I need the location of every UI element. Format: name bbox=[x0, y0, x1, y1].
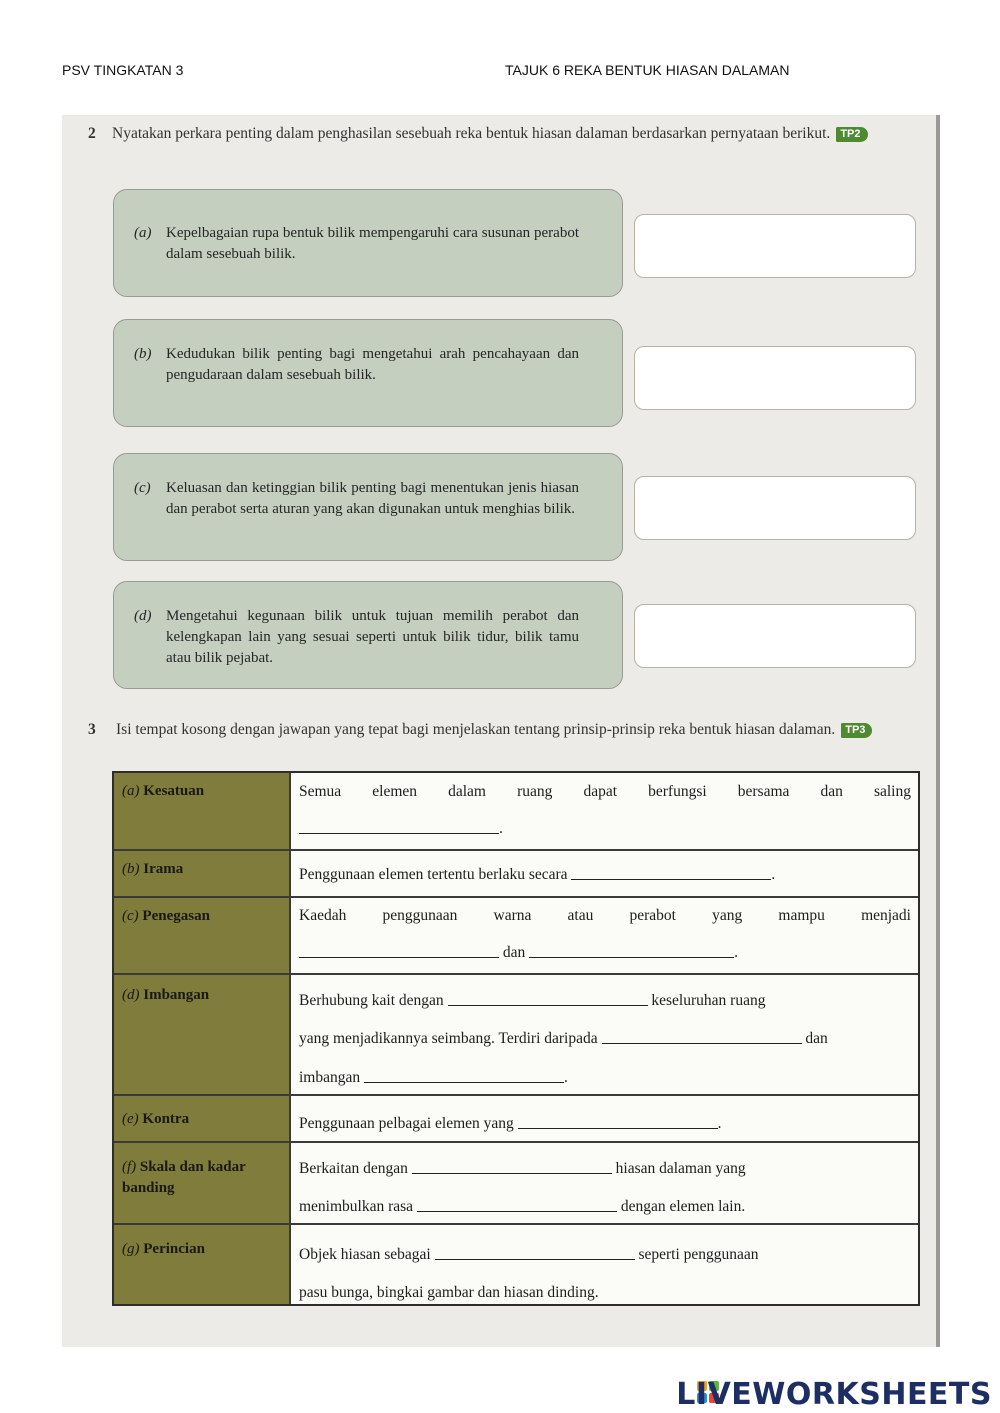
statement-b-text: Kedudukan bilik penting bagi mengetahui arah pencahayaan dan pengudaraan dalam sesebuah bilik. bbox=[166, 346, 579, 383]
blank-imbangan-1[interactable] bbox=[448, 991, 648, 1006]
blank-irama[interactable] bbox=[571, 865, 771, 880]
cell-penegasan-line1: Kaedah penggunaan warna atau perabot yang mampu menjadi bbox=[299, 907, 911, 924]
q2-text: Nyatakan perkara penting dalam penghasilan sesebuah reka bentuk hiasan dalaman berdasarkan pernyataan berikut. bbox=[112, 125, 831, 142]
q3-prompt bbox=[116, 720, 924, 739]
cell-perincian-line1: Objek hiasan sebagai seperti penggunaan bbox=[299, 1246, 759, 1263]
label-perincian: (g) Perincian bbox=[122, 1241, 205, 1257]
label-skala: (f) Skala dan kadar banding bbox=[122, 1159, 246, 1196]
label-irama: (b) Irama bbox=[122, 861, 184, 877]
principles-table bbox=[112, 771, 920, 1306]
label-imbangan: (d) Imbangan bbox=[122, 987, 210, 1003]
cell-imbangan-line3: imbangan . bbox=[299, 1069, 568, 1086]
statement-c-label: (c) bbox=[134, 480, 151, 496]
statement-c-text: Keluasan dan ketinggian bilik penting bagi menentukan jenis hiasan dan perabot serta aturan yang akan digunakan untuk menghias bilik. bbox=[166, 480, 579, 517]
cell-skala-line1: Berkaitan dengan hiasan dalaman yang bbox=[299, 1160, 746, 1177]
statement-b bbox=[113, 319, 623, 427]
blank-imbangan-3[interactable] bbox=[364, 1068, 564, 1083]
answer-box-b[interactable] bbox=[634, 346, 916, 410]
blank-perincian[interactable] bbox=[435, 1245, 635, 1260]
blank-skala-2[interactable] bbox=[417, 1197, 617, 1212]
statement-a bbox=[113, 189, 623, 297]
cell-perincian-line2: pasu bunga, bingkai gambar dan hiasan dinding. bbox=[299, 1284, 599, 1301]
blank-kontra[interactable] bbox=[518, 1114, 718, 1129]
answer-box-c[interactable] bbox=[634, 476, 916, 540]
answer-box-d[interactable] bbox=[634, 604, 916, 668]
statement-a-text: Kepelbagaian rupa bentuk bilik mempengaruhi cara susunan perabot dalam sesebuah bilik. bbox=[166, 225, 579, 262]
scan-edge bbox=[936, 115, 940, 1347]
blank-kesatuan[interactable] bbox=[299, 819, 499, 834]
blank-penegasan-1[interactable] bbox=[299, 943, 499, 958]
cell-imbangan-line1: Berhubung kait dengan keseluruhan ruang bbox=[299, 992, 766, 1009]
statement-b-label: (b) bbox=[134, 346, 152, 362]
statement-d bbox=[113, 581, 623, 689]
header-left: PSV TINGKATAN 3 bbox=[62, 62, 184, 78]
statement-d-label: (d) bbox=[134, 608, 152, 624]
cell-penegasan-line2: dan . bbox=[299, 943, 911, 963]
cell-imbangan-line2: yang menjadikannya seimbang. Terdiri daripada dan bbox=[299, 1030, 828, 1047]
tp2-badge: TP2 bbox=[836, 127, 867, 142]
header-right: TAJUK 6 REKA BENTUK HIASAN DALAMAN bbox=[505, 62, 790, 78]
answer-box-a[interactable] bbox=[634, 214, 916, 278]
q3-number: 3 bbox=[88, 721, 96, 738]
statement-c bbox=[113, 453, 623, 561]
cell-kesatuan-line1: Semua elemen dalam ruang dapat berfungsi bersama dan saling bbox=[299, 783, 911, 800]
cell-irama: Penggunaan elemen tertentu berlaku secara . bbox=[299, 866, 776, 883]
label-penegasan: (c) Penegasan bbox=[122, 908, 210, 924]
q3-text: Isi tempat kosong dengan jawapan yang tepat bagi menjelaskan tentang prinsip-prinsip reka bentuk hiasan dalaman. bbox=[116, 721, 836, 738]
q2-prompt bbox=[112, 124, 924, 143]
tp3-badge: TP3 bbox=[841, 723, 872, 738]
blank-penegasan-2[interactable] bbox=[529, 943, 734, 958]
statement-a-label: (a) bbox=[134, 225, 152, 241]
liveworksheets-brand[interactable]: LIVEWORKSHEETS bbox=[676, 1377, 992, 1412]
label-kesatuan: (a) Kesatuan bbox=[122, 783, 205, 799]
blank-skala-1[interactable] bbox=[412, 1159, 612, 1174]
cell-kesatuan-line2: . bbox=[299, 819, 911, 839]
label-kontra: (e) Kontra bbox=[122, 1111, 190, 1127]
q2-number: 2 bbox=[88, 125, 96, 142]
cell-kontra: Penggunaan pelbagai elemen yang . bbox=[299, 1115, 722, 1132]
statement-d-text: Mengetahui kegunaan bilik untuk tujuan memilih perabot dan kelengkapan lain yang sesuai seperti untuk bilik tidur, bilik tamu atau bilik pejabat. bbox=[166, 608, 579, 666]
cell-skala-line2: menimbulkan rasa dengan elemen lain. bbox=[299, 1198, 746, 1215]
blank-imbangan-2[interactable] bbox=[602, 1029, 802, 1044]
